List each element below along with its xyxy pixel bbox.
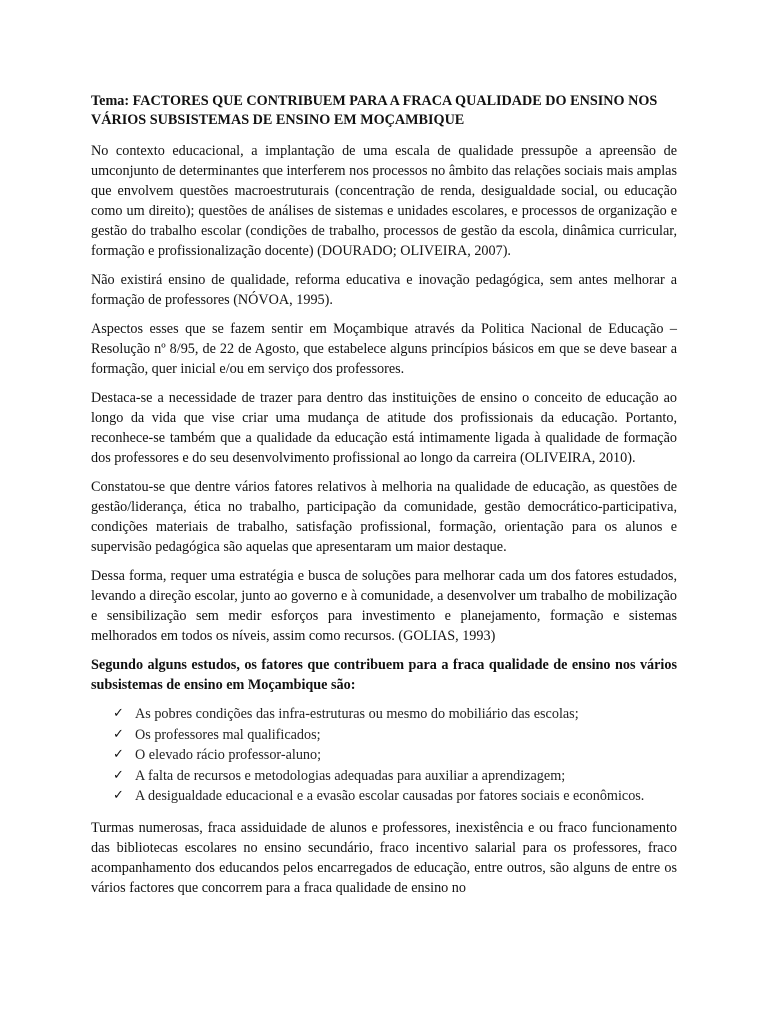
list-item (113, 725, 677, 746)
paragraph-novoa: Não existirá ensino de qualidade, reforma educativa e inovação pedagógica, sem antes melhorar a formação de professores (NÓVOA, 1995). (91, 272, 677, 308)
paragraph-closing: Turmas numerosas, fraca assiduidade de alunos e professores, inexistência e ou fraco funcionamento das bibliotecas escolares no ensino secundário, fraco incentivo salarial para os professores, fraco acompanhamento dos educandos pelos encarregados de educação, entre outros, são alguns de entre os vários factores que concorrem para a fraca qualidade de ensino no (91, 819, 677, 896)
list-item-text: Os professores mal qualificados; (135, 726, 321, 743)
check-mark-icon: ✓ (113, 747, 124, 762)
list-item (113, 704, 677, 725)
check-mark-icon: ✓ (113, 706, 124, 721)
paragraph-context: No contexto educacional, a implantação de uma escala de qualidade pressupõe a apreensão de umconjunto de determinantes que interferem nos processos no âmbito das relações sociais mais amplas que envolvem questões macroestruturais (concentração de renda, desigualdade social, ou educação como um direito); questões de análises de sistemas e unidades escolares, e processos de organização e gestão do trabalho escolar (condições de trabalho, processos de gestão da escola, dinâmica curricular, formação e profissionalização docente) (DOURADO; OLIVEIRA, 2007). (91, 143, 677, 259)
paragraph-destaca: Destaca-se a necessidade de trazer para dentro das instituições de ensino o conceito de educação ao longo da vida que vise criar uma mudança de atitude dos profissionais da educação. Portanto, reconhece-se também que a qualidade da educação está intimamente ligada à qualidade de formação dos professores e do seu desenvolvimento profissional ao longo da carreira (OLIVEIRA, 2010). (91, 390, 677, 466)
list-item-text: As pobres condições das infra-estruturas ou mesmo do mobiliário das escolas; (135, 706, 579, 722)
document-page (91, 92, 677, 907)
factors-intro: Segundo alguns estudos, os fatores que contribuem para a fraca qualidade de ensino nos vários subsistemas de ensino em Moçambique são: (91, 657, 677, 693)
check-mark-icon: ✓ (113, 767, 124, 783)
list-item (113, 745, 677, 766)
document-title: Tema: FACTORES QUE CONTRIBUEM PARA A FRACA QUALIDADE DO ENSINO NOS VÁRIOS SUBSISTEMAS DE ENSINO EM MOÇAMBIQUE (91, 93, 658, 128)
factors-list (91, 704, 677, 807)
paragraph-estrategia: Dessa forma, requer uma estratégia e busca de soluções para melhorar cada um dos fatores estudados, levando a direção escolar, junto ao governo e à comunidade, a desenvolver um trabalho de mobilização e sensibilização sem medir esforços para investimento e planejamento, formação e sistemas melhorados em todos os níveis, assim como recursos. (GOLIAS, 1993) (91, 568, 678, 644)
list-item (113, 766, 677, 787)
check-mark-icon: ✓ (113, 788, 124, 803)
list-item-text: O elevado rácio professor-aluno; (135, 747, 322, 763)
paragraph-politica: Aspectos esses que se fazem sentir em Moçambique através da Politica Nacional de Educação – Resolução nº 8/95, de 22 de Agosto, que estabelece alguns princípios básicos em que se deve basear a formação, quer inicial e/ou em serviço dos professores. (91, 321, 677, 377)
paragraph-constatou: Constatou-se que dentre vários fatores relativos à melhoria na qualidade de educação, as questões de gestão/liderança, ética no trabalho, participação da comunidade, gestão democrático-participativa, condições materiais de trabalho, satisfação profissional, formação, orientação para os alunos e supervisão pedagógica são aquelas que apresentaram um maior destaque. (91, 479, 677, 555)
check-mark-icon: ✓ (113, 726, 124, 742)
list-item-text: A falta de recursos e metodologias adequadas para auxiliar a aprendizagem; (135, 767, 566, 784)
list-item (113, 786, 677, 807)
list-item-text: A desigualdade educacional e a evasão escolar causadas por fatores sociais e econômicos. (135, 788, 645, 804)
